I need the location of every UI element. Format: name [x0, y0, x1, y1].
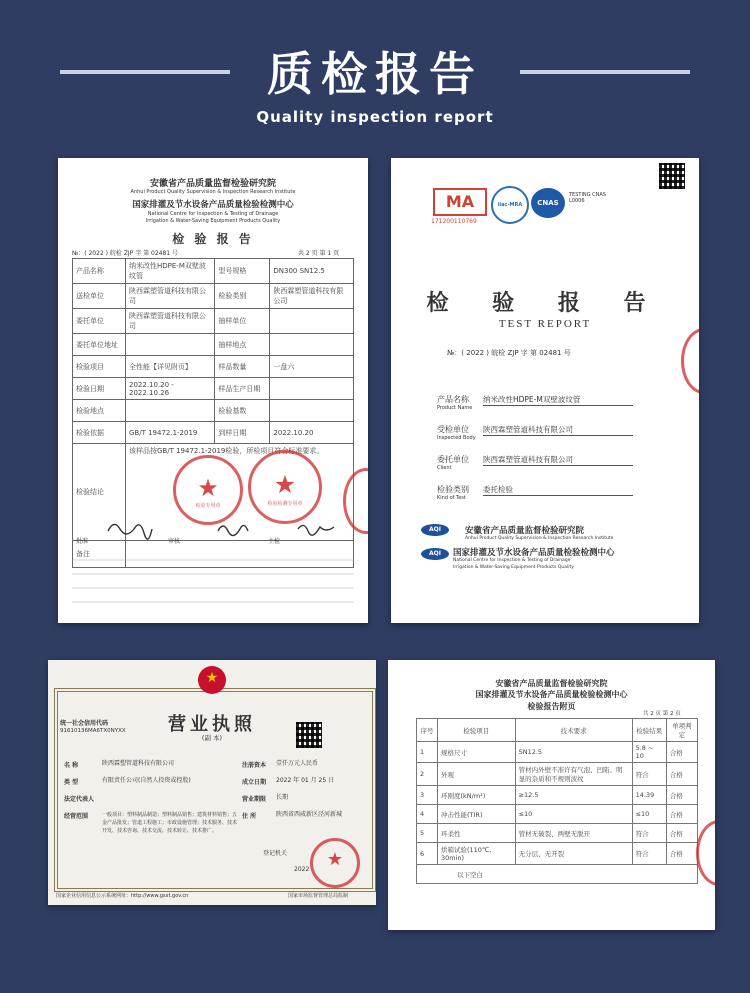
license-field-row: [64, 760, 240, 774]
registration-authority-label: 登记机关: [263, 850, 288, 857]
doc4-results-table: [416, 718, 698, 884]
doc4-table-cell: 合格: [666, 742, 697, 763]
doc1-field-label: 样品数量: [215, 356, 270, 378]
doc4-table-row: [417, 805, 698, 824]
ilac-logo: ilac-MRA: [491, 186, 529, 224]
license-field-label: 住 所: [242, 813, 257, 820]
license-field-value: 2022 年 01 月 25 日: [276, 777, 335, 784]
doc4-table-cell: 环刚度(kN/m²): [438, 786, 516, 805]
license-right-fields: [242, 760, 366, 828]
doc4-table-row: [417, 786, 698, 805]
doc4-table-cell: 符合: [632, 824, 666, 843]
cnas-logo: CNAS: [531, 188, 565, 218]
doc4-table-cell: 环柔性: [438, 824, 516, 843]
doc1-table-row: [73, 309, 354, 334]
license-field-row: [242, 794, 366, 808]
doc1-field-label: 抽样地点: [215, 334, 270, 356]
doc1-field-value: [270, 400, 354, 422]
doc1-sign-label-inspect: 主检: [268, 538, 281, 545]
doc1-field-value: 陕西霖塑管道科技有限公司: [270, 284, 354, 309]
license-field-row: [242, 777, 366, 791]
doc4-blank-row: [417, 865, 698, 884]
doc2-field-label-en: Product Name: [437, 405, 473, 411]
report-cover-document: [391, 158, 699, 623]
doc2-field-row: [437, 424, 677, 454]
doc4-table-cell: 符合: [632, 763, 666, 786]
doc4-table-cell: 4: [417, 805, 438, 824]
star-icon: ★: [273, 470, 297, 499]
license-field-value: 一般项目：塑料制品制造；塑料制品销售；建筑材料销售；五金产品批发；管道工程施工；市政设施管理；技术服务、技术开发、技术咨询、技术交流、技术转让、技术推广。: [102, 812, 238, 834]
doc2-field-value: 纳米改性HDPE-M双壁波纹管: [483, 394, 633, 406]
doc2-field-label-en: Inspected Body: [437, 435, 476, 441]
doc2-center-cn: 国家排灌及节水设备产品质量检验检测中心: [453, 548, 615, 558]
license-qr-code-icon: [296, 722, 322, 748]
doc1-field-label: 检验基数: [215, 400, 270, 422]
doc2-field-row: [437, 484, 677, 514]
doc1-field-value: 全性能【详见附页】: [126, 356, 215, 378]
report-form-document: [58, 158, 368, 623]
license-field-label: 注册资本: [242, 762, 267, 769]
doc4-table-cell: ≥12.5: [515, 786, 632, 805]
doc4-table-cell: 合格: [666, 824, 697, 843]
license-footer-left: [56, 892, 188, 899]
doc4-table-cell: 合格: [666, 786, 697, 805]
doc2-center-en-1: National Centre for Inspection & Testing of Drainage: [453, 558, 571, 563]
doc1-conclusion-label: 检验结论: [73, 444, 126, 541]
business-license-document: [48, 660, 376, 905]
doc1-bottom-lines: [72, 550, 354, 610]
doc4-table-cell: ≤10: [632, 805, 666, 824]
doc4-table-cell: 5: [417, 824, 438, 843]
license-left-fields: [64, 760, 240, 838]
doc1-field-label: 检验依据: [73, 422, 126, 444]
doc1-table-row: [73, 284, 354, 309]
doc1-field-label: 检验项目: [73, 356, 126, 378]
doc4-column-header: 单项判定: [666, 719, 697, 742]
doc1-field-label: 到样日期: [215, 422, 270, 444]
doc4-table-row: [417, 824, 698, 843]
doc1-stamp-2-text: 检验检测专用章: [267, 501, 303, 507]
license-field-label: 类 型: [64, 779, 79, 786]
doc4-table-cell: ≤10: [515, 805, 632, 824]
doc4-table-cell: 合格: [666, 763, 697, 786]
cma-logo: MA: [433, 188, 487, 216]
doc1-report-title: 检 验 报 告: [172, 232, 254, 246]
doc1-field-label: 产品名称: [73, 259, 126, 284]
doc1-field-value: [126, 400, 215, 422]
doc1-center-en-1: National Centre for Inspection & Testing of Drainage: [147, 211, 279, 217]
doc4-blank-note: 以下空白: [417, 865, 698, 884]
license-field-row: [242, 811, 366, 825]
doc4-table-cell: 5.8 ~ 10: [632, 742, 666, 763]
star-icon: ★: [197, 474, 219, 502]
doc1-field-label: 检验类别: [215, 284, 270, 309]
doc2-report-title-en: TEST REPORT: [498, 318, 592, 330]
doc1-field-value: 2022.10.20: [270, 422, 354, 444]
license-field-value: 壹仟万元人民币: [276, 760, 319, 767]
doc4-table-cell: 合格: [666, 805, 697, 824]
doc2-field-value: 委托检验: [483, 484, 633, 496]
doc4-page-number: 共 2 页 第 2 页: [643, 711, 681, 717]
page-title: 质检报告: [267, 47, 483, 101]
doc1-sign-label-review: 审核: [168, 538, 181, 545]
doc2-field-label: 产品名称: [437, 395, 469, 404]
credit-code-label: 统一社会信用代码: [60, 720, 109, 727]
doc1-table-row: [73, 259, 354, 284]
qr-code-icon: [659, 163, 685, 189]
doc4-table-cell: 烘箱试验(110℃, 30min): [438, 843, 516, 865]
doc1-field-value: [270, 378, 354, 400]
doc1-table-row: [73, 334, 354, 356]
license-field-label: 成立日期: [242, 779, 267, 786]
doc1-conclusion-text: 该样品按GB/T 19472.1-2019检验，所检项目符合标准要求。: [126, 444, 354, 541]
star-icon: ★: [326, 849, 344, 870]
doc4-table-cell: 无分层、无开裂: [515, 843, 632, 865]
page-subtitle: Quality inspection report: [256, 108, 494, 126]
doc2-field-label: 受检单位: [437, 425, 469, 434]
doc4-table-cell: 1: [417, 742, 438, 763]
license-field-label: 营业期限: [242, 796, 267, 803]
doc1-field-label: 抽样单位: [215, 309, 270, 334]
doc1-center-cn: 国家排灌及节水设备产品质量检验检测中心: [132, 200, 294, 210]
doc4-table-cell: 规格尺寸: [438, 742, 516, 763]
doc1-field-value: 陕西霖塑管道科技有限公司: [126, 309, 215, 334]
doc4-appendix-title: 检验报告附页: [527, 702, 576, 711]
doc1-field-value: [270, 309, 354, 334]
doc2-field-row: [437, 394, 677, 424]
doc4-column-header: 技术要求: [515, 719, 632, 742]
cma-number: 171200110769: [431, 218, 477, 225]
aqi-logo-1: AQI: [421, 524, 449, 536]
license-field-row: [64, 777, 240, 791]
doc4-column-header: 检验结果: [632, 719, 666, 742]
doc1-field-value: 2022.10.20 - 2022.10.26: [126, 378, 215, 400]
doc4-table-cell: 2: [417, 763, 438, 786]
doc1-table-row: [73, 356, 354, 378]
doc4-table-row: [417, 742, 698, 763]
license-stamp: [310, 838, 360, 888]
doc4-edge-stamp: [696, 820, 715, 886]
aqi-logo-2: AQI: [421, 548, 449, 560]
doc1-field-value: 一盘六: [270, 356, 354, 378]
doc4-table-cell: 外观: [438, 763, 516, 786]
license-field-value: [102, 794, 240, 808]
doc1-field-value: 陕西霖塑管道科技有限公司: [126, 284, 215, 309]
doc4-center-cn: 国家排灌及节水设备产品质量检验检测中心: [475, 690, 628, 699]
credit-code-value: 91610136MA6TX0NYXX: [60, 728, 126, 734]
doc4-table-cell: 符合: [632, 843, 666, 865]
doc4-table-cell: 管材无破裂、两壁无脱开: [515, 824, 632, 843]
license-year: 2022: [294, 866, 310, 873]
doc4-table-cell: 14.39: [632, 786, 666, 805]
doc1-field-value: GB/T 19472.1-2019: [126, 422, 215, 444]
doc2-field-label: 检验类别: [437, 485, 469, 494]
doc4-column-header: 检验项目: [438, 719, 516, 742]
license-field-row: [242, 760, 366, 774]
doc1-field-value: [270, 334, 354, 356]
doc2-report-title: 检 验 报 告: [426, 291, 664, 316]
page-header: [0, 0, 750, 140]
doc1-stamp-1-text: 检验专用章: [195, 503, 221, 509]
doc2-field-value: 陕西霖塑管道科技有限公司: [483, 424, 633, 436]
report-appendix-document: [388, 660, 715, 930]
doc4-table-cell: 3: [417, 786, 438, 805]
doc1-remark-label: 备注: [73, 541, 126, 568]
doc1-field-label: 委托单位地址: [73, 334, 126, 356]
doc4-institute-cn: 安徽省产品质量监督检验研究院: [495, 679, 608, 688]
license-title: 营业执照: [168, 714, 256, 735]
doc4-table-cell: 管材内外壁不准许有气泡、凹陷、明显的杂质和不规则波纹: [515, 763, 632, 786]
doc1-table-row: [73, 422, 354, 444]
doc4-table-cell: SN12.5: [515, 742, 632, 763]
doc1-field-label: 型号规格: [215, 259, 270, 284]
doc1-table-row: [73, 400, 354, 422]
doc1-page-number: 共 2 页 第 1 页: [298, 250, 340, 257]
national-emblem-icon: ★: [198, 666, 226, 694]
footer-site-label: 国家企业信用信息公示系统网址：: [56, 893, 132, 899]
doc2-field-value: 陕西霖塑管道科技有限公司: [483, 454, 633, 466]
doc4-column-header: 序号: [417, 719, 438, 742]
doc2-report-number: №：( 2022 ) 皖检 ZJP 字 第 02481 号: [447, 349, 571, 357]
license-field-label: 经营范围: [64, 813, 89, 820]
license-field-label: 名 称: [64, 762, 79, 769]
doc2-institute-cn: 安徽省产品质量监督检验研究院: [465, 526, 585, 536]
license-field-row: [64, 811, 240, 835]
doc2-field-label-en: Kind of Test: [437, 495, 466, 501]
doc4-table-row: [417, 843, 698, 865]
license-footer-right: 国家市场监督管理总局监制: [288, 893, 349, 899]
doc4-table-cell: 冲击性能(TIR): [438, 805, 516, 824]
doc2-edge-stamp: [681, 328, 699, 394]
doc1-field-label: 检验日期: [73, 378, 126, 400]
license-field-value: 陕西省西咸新区泾河新城: [276, 811, 343, 818]
doc1-table-row: [73, 378, 354, 400]
doc1-field-value: DN300 SN12.5: [270, 259, 354, 284]
doc1-field-label: 送检单位: [73, 284, 126, 309]
doc2-field-label-en: Client: [437, 465, 452, 471]
license-field-value: 陕西霖塑管道科技有限公司: [102, 760, 175, 767]
doc4-table-cell: 6: [417, 843, 438, 865]
doc2-field-label: 委托单位: [437, 455, 469, 464]
doc1-report-number: №：( 2022 ) 皖检 ZJP 字 第 02481 号: [72, 250, 179, 257]
doc1-center-en-2: Irrigation & Water-Saving Equipment Products Quality: [145, 218, 281, 224]
license-field-value: 有限责任公司(自然人投资或控股): [102, 777, 191, 784]
doc1-institute-en: Anhui Product Quality Supervision & Inspection Research Institute: [130, 189, 296, 195]
doc1-sign-label-approve: 批准: [76, 538, 89, 545]
doc1-field-value: 纳米改性HDPE-M双壁波纹管: [126, 259, 215, 284]
doc2-field-list: [437, 394, 677, 514]
doc1-field-value: [126, 334, 215, 356]
doc4-table-row: [417, 763, 698, 786]
doc1-field-label: 委托单位: [73, 309, 126, 334]
doc2-institute-en: Anhui Product Quality Supervision & Inspection Research Institute: [465, 536, 614, 541]
testing-mark: TESTING CNAS L0006: [569, 192, 606, 204]
doc2-field-row: [437, 454, 677, 484]
doc1-institute-cn: 安徽省产品质量监督检验研究院: [149, 179, 276, 189]
license-field-label: 法定代表人: [64, 796, 95, 803]
doc1-field-label: 样品生产日期: [215, 378, 270, 400]
doc2-center-en-2: Irrigation & Water-Saving Equipment Products Quality: [453, 565, 574, 570]
footer-site-url: http://www.gsxt.gov.cn: [131, 893, 189, 899]
license-field-row: [64, 794, 240, 808]
doc1-field-label: 检验地点: [73, 400, 126, 422]
license-copy-label: (副 本): [201, 734, 223, 742]
doc1-signatures: [68, 513, 363, 543]
doc4-table-cell: 合格: [666, 843, 697, 865]
license-field-value: 长期: [276, 794, 289, 801]
